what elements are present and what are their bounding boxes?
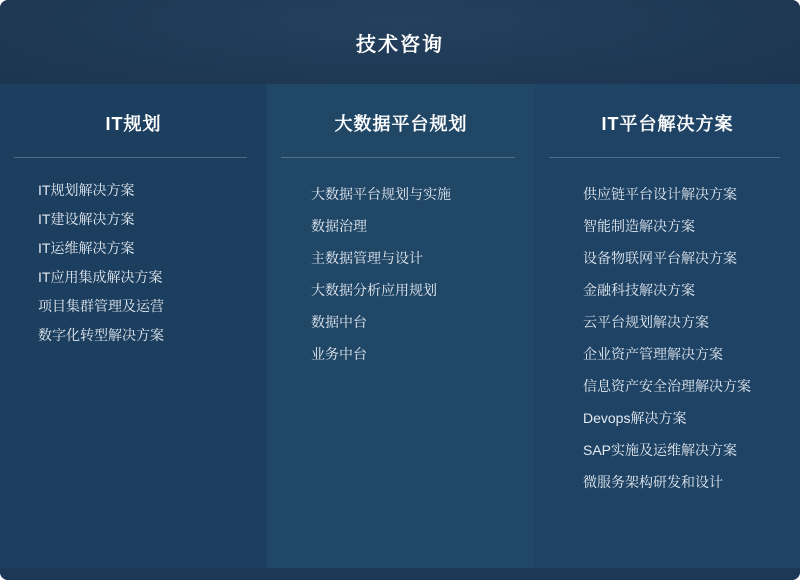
menu-item[interactable]: 数据中台 [311,314,367,330]
columns-container [0,84,800,568]
menu-item[interactable]: 数据治理 [311,218,367,234]
menu-item[interactable]: 企业资产管理解决方案 [583,346,723,362]
menu-item[interactable]: 智能制造解决方案 [583,218,695,234]
column-it-planning [0,84,267,568]
menu-item[interactable]: 金融科技解决方案 [583,282,695,298]
banner [0,0,800,84]
menu-item[interactable]: 大数据平台规划与实施 [311,186,451,202]
menu-item[interactable]: 大数据分析应用规划 [311,282,437,298]
menu-item[interactable]: Devops解决方案 [583,410,687,426]
menu-item-list [535,158,800,498]
menu-item[interactable]: 项目集群管理及运营 [38,298,164,314]
menu-item[interactable]: SAP实施及运维解决方案 [583,442,738,458]
column-header: IT平台解决方案 [601,114,734,134]
column-it-platform-solutions [535,84,800,568]
menu-item[interactable]: IT应用集成解决方案 [38,269,163,285]
page-title: 技术咨询 [356,33,444,56]
column-header: IT规划 [105,114,162,134]
menu-item[interactable]: 云平台规划解决方案 [583,314,709,330]
menu-item[interactable]: IT建设解决方案 [38,211,135,227]
menu-item-list [267,158,535,370]
menu-item[interactable]: 数字化转型解决方案 [38,327,164,343]
menu-item[interactable]: 主数据管理与设计 [311,250,423,266]
menu-item[interactable]: 微服务架构研发和设计 [583,474,723,490]
menu-item[interactable]: IT规划解决方案 [38,182,135,198]
menu-item-list [0,158,267,350]
menu-item[interactable]: 业务中台 [311,346,367,362]
menu-item[interactable]: 设备物联网平台解决方案 [583,250,737,266]
column-header: 大数据平台规划 [334,114,468,134]
menu-item[interactable]: IT运维解决方案 [38,240,135,256]
column-big-data-platform-planning [267,84,535,568]
menu-item[interactable]: 供应链平台设计解决方案 [583,186,737,202]
footer-strip [0,568,800,580]
menu-item[interactable]: 信息资产安全治理解决方案 [583,378,751,394]
